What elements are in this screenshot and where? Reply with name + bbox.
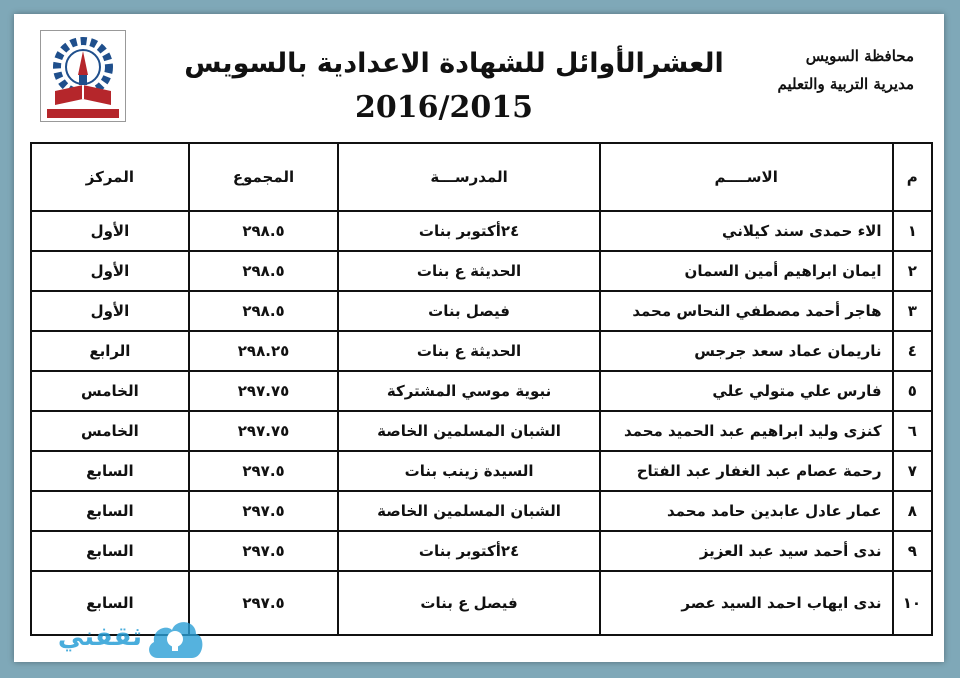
total-score: ٢٩٨.٢٥ — [189, 331, 338, 371]
school-name: الحديثة ع بنات — [338, 251, 600, 291]
student-name: رحمة عصام عبد الغفار عبد الفتاح — [600, 451, 893, 491]
document-page — [14, 14, 944, 662]
row-index: ٩ — [893, 531, 932, 571]
directorate-logo — [40, 30, 126, 122]
governorate-name: محافظة السويس — [805, 47, 914, 65]
total-score: ٢٩٧.٥ — [189, 531, 338, 571]
table-row — [31, 291, 932, 331]
header-index: م — [893, 143, 932, 211]
table-header-row — [31, 143, 932, 211]
total-score: ٢٩٧.٥ — [189, 451, 338, 491]
rank: السابع — [31, 531, 189, 571]
rank: الأول — [31, 251, 189, 291]
header-rank: المركز — [31, 143, 189, 211]
rank: الخامس — [31, 371, 189, 411]
student-name: ندى ايهاب احمد السيد عصر — [600, 571, 893, 635]
school-name: فيصل بنات — [338, 291, 600, 331]
row-index: ٤ — [893, 331, 932, 371]
student-name: عمار عادل عابدين حامد محمد — [600, 491, 893, 531]
total-score: ٢٩٧.٧٥ — [189, 371, 338, 411]
total-score: ٢٩٧.٥ — [189, 571, 338, 635]
table-row — [31, 531, 932, 571]
rank: السابع — [31, 451, 189, 491]
rank: الأول — [31, 211, 189, 251]
total-score: ٢٩٨.٥ — [189, 251, 338, 291]
governorate-label — [744, 42, 914, 98]
header-name: الاســــم — [600, 143, 893, 211]
table-row — [31, 411, 932, 451]
header-school: المدرســـة — [338, 143, 600, 211]
table-row — [31, 331, 932, 371]
student-name: الاء حمدى سند كيلاني — [600, 211, 893, 251]
table-row — [31, 211, 932, 251]
row-index: ٦ — [893, 411, 932, 451]
row-index: ٣ — [893, 291, 932, 331]
school-name: الشبان المسلمين الخاصة — [338, 411, 600, 451]
total-score: ٢٩٨.٥ — [189, 211, 338, 251]
table-row — [31, 491, 932, 531]
document-title: العشرالأوائل للشهادة الاعدادية بالسويس — [184, 48, 724, 79]
school-name: الشبان المسلمين الخاصة — [338, 491, 600, 531]
rank: الأول — [31, 291, 189, 331]
row-index: ٧ — [893, 451, 932, 491]
rank: السابع — [31, 491, 189, 531]
table-row — [31, 451, 932, 491]
total-score: ٢٩٧.٧٥ — [189, 411, 338, 451]
student-name: ندى أحمد سيد عبد العزيز — [600, 531, 893, 571]
watermark-text: ثقفني — [57, 622, 142, 652]
school-name: فيصل ع بنات — [338, 571, 600, 635]
row-index: ١ — [893, 211, 932, 251]
school-name: الحديثة ع بنات — [338, 331, 600, 371]
lightbulb-cloud-icon — [144, 614, 206, 664]
student-name: كنزى وليد ابراهيم عبد الحميد محمد — [600, 411, 893, 451]
row-index: ٥ — [893, 371, 932, 411]
row-index: ٨ — [893, 491, 932, 531]
table-row — [31, 371, 932, 411]
row-index: ١٠ — [893, 571, 932, 635]
school-name: السيدة زينب بنات — [338, 451, 600, 491]
header-total: المجموع — [189, 143, 338, 211]
student-name: ناريمان عماد سعد جرجس — [600, 331, 893, 371]
table-row — [31, 251, 932, 291]
rank: الخامس — [31, 411, 189, 451]
rank: الرابع — [31, 331, 189, 371]
student-name: ايمان ابراهيم أمين السمان — [600, 251, 893, 291]
school-name: ٢٤أكتوبر بنات — [338, 531, 600, 571]
directorate-name: مديرية التربية والتعليم — [777, 75, 914, 93]
rank: السابع — [31, 571, 189, 635]
school-name: نبوية موسي المشتركة — [338, 371, 600, 411]
student-name: فارس علي متولي علي — [600, 371, 893, 411]
results-table — [30, 142, 933, 636]
academic-year: 2016/2015 — [355, 90, 533, 125]
total-score: ٢٩٨.٥ — [189, 291, 338, 331]
row-index: ٢ — [893, 251, 932, 291]
directorate-logo-icon — [41, 31, 125, 121]
school-name: ٢٤أكتوبر بنات — [338, 211, 600, 251]
site-watermark — [12, 610, 212, 666]
student-name: هاجر أحمد مصطفي النحاس محمد — [600, 291, 893, 331]
total-score: ٢٩٧.٥ — [189, 491, 338, 531]
